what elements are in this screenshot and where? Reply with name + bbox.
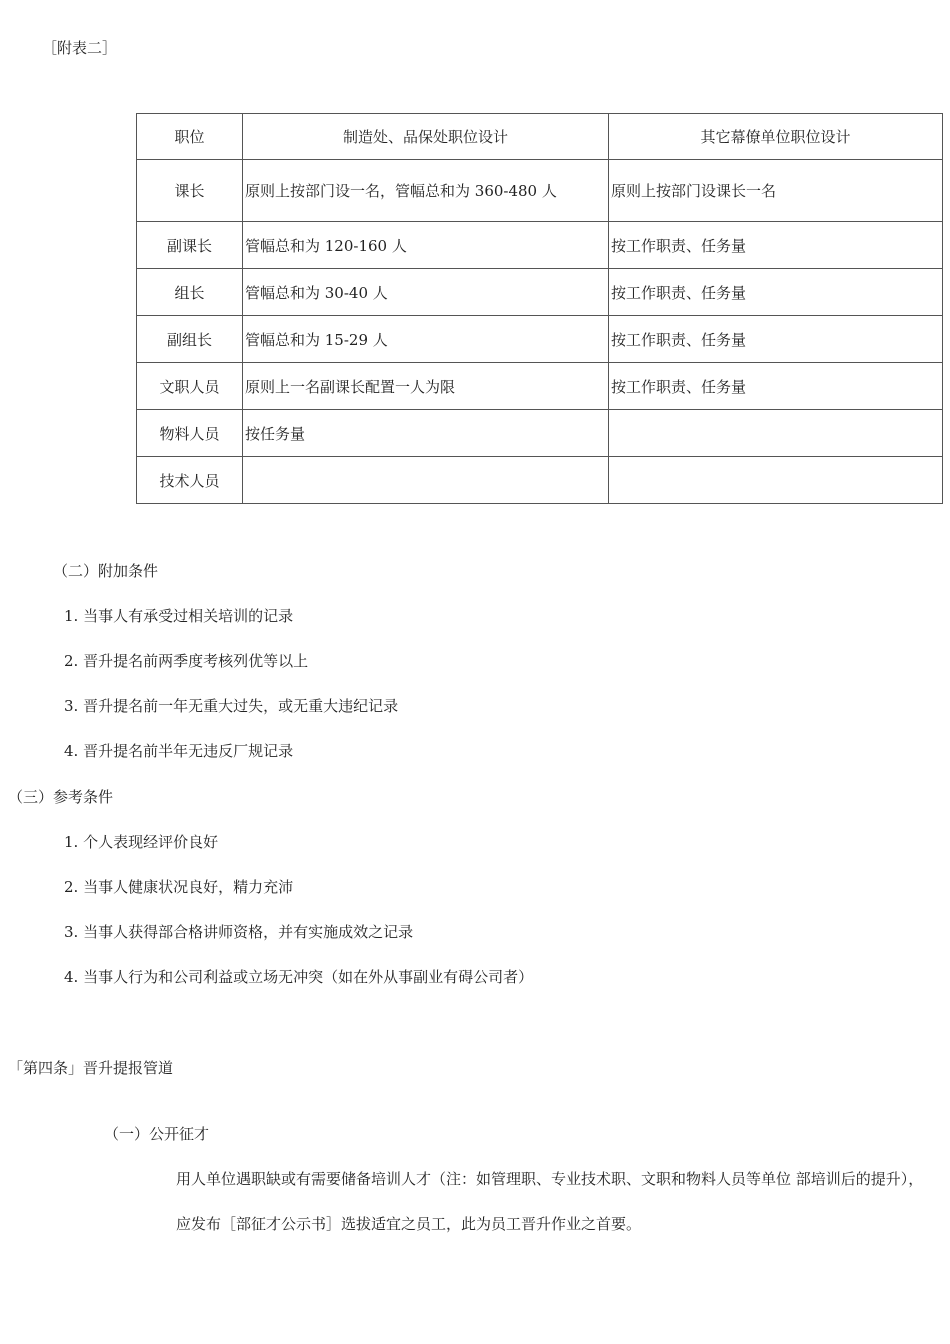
table-cell: 管幅总和为 120-160 人 — [243, 222, 609, 269]
section-heading: （三）参考条件 — [8, 788, 114, 806]
list-item: 1. 当事人有承受过相关培训的记录 — [64, 607, 294, 625]
table-row — [137, 160, 943, 222]
position-design-table — [136, 113, 943, 504]
table-cell: 文职人员 — [137, 363, 243, 410]
subsection-heading: （一）公开征才 — [104, 1125, 210, 1143]
table-cell: 管幅总和为 15-29 人 — [243, 316, 609, 363]
list-item: 1. 个人表现经评价良好 — [64, 833, 219, 851]
table-cell: 课长 — [137, 160, 243, 222]
table-row — [137, 222, 943, 269]
table-cell: 原则上按部门设课长一名 — [609, 160, 943, 222]
table-cell: 物料人员 — [137, 410, 243, 457]
table-cell: 按任务量 — [243, 410, 609, 457]
table-cell — [609, 457, 943, 504]
table-row — [137, 410, 943, 457]
table-cell: 管幅总和为 30-40 人 — [243, 269, 609, 316]
table-cell: 副课长 — [137, 222, 243, 269]
table-row — [137, 316, 943, 363]
table-cell: 原则上按部门设一名，管幅总和为 360-480 人 — [243, 160, 609, 222]
table-cell: 组长 — [137, 269, 243, 316]
table-header-row — [137, 114, 943, 160]
body-paragraph: 用人单位遇职缺或有需要储备培训人才（注：如管理职、专业技术职、文职和物料人员等单位 部培训后的提升），应发布［部征才公示书］选拔适宜之员工，此为员工晋升作业之首要。 — [176, 1170, 924, 1233]
table-cell: 按工作职责、任务量 — [609, 269, 943, 316]
section-heading: （二）附加条件 — [53, 562, 159, 580]
table-header-cell: 职位 — [137, 114, 243, 160]
appendix-label: ［附表二］ — [42, 39, 118, 57]
list-item: 4. 当事人行为和公司利益或立场无冲突（如在外从事副业有碍公司者） — [64, 968, 534, 986]
table-header-cell: 其它幕僚单位职位设计 — [609, 114, 943, 160]
table-cell: 原则上一名副课长配置一人为限 — [243, 363, 609, 410]
table-cell: 副组长 — [137, 316, 243, 363]
table-cell — [243, 457, 609, 504]
list-item: 3. 当事人获得部合格讲师资格，并有实施成效之记录 — [64, 923, 414, 941]
table-cell: 按工作职责、任务量 — [609, 316, 943, 363]
table-cell: 按工作职责、任务量 — [609, 222, 943, 269]
list-item: 2. 晋升提名前两季度考核列优等以上 — [64, 652, 309, 670]
list-item: 4. 晋升提名前半年无违反厂规记录 — [64, 742, 294, 760]
table-cell — [609, 410, 943, 457]
table-cell: 按工作职责、任务量 — [609, 363, 943, 410]
list-item: 2. 当事人健康状况良好，精力充沛 — [64, 878, 294, 896]
list-item: 3. 晋升提名前一年无重大过失，或无重大违纪记录 — [64, 697, 399, 715]
table-row — [137, 457, 943, 504]
table-header-cell: 制造处、品保处职位设计 — [243, 114, 609, 160]
table-row — [137, 363, 943, 410]
table-row — [137, 269, 943, 316]
article-heading: 「第四条」晋升提报管道 — [8, 1059, 174, 1077]
table-cell: 技术人员 — [137, 457, 243, 504]
